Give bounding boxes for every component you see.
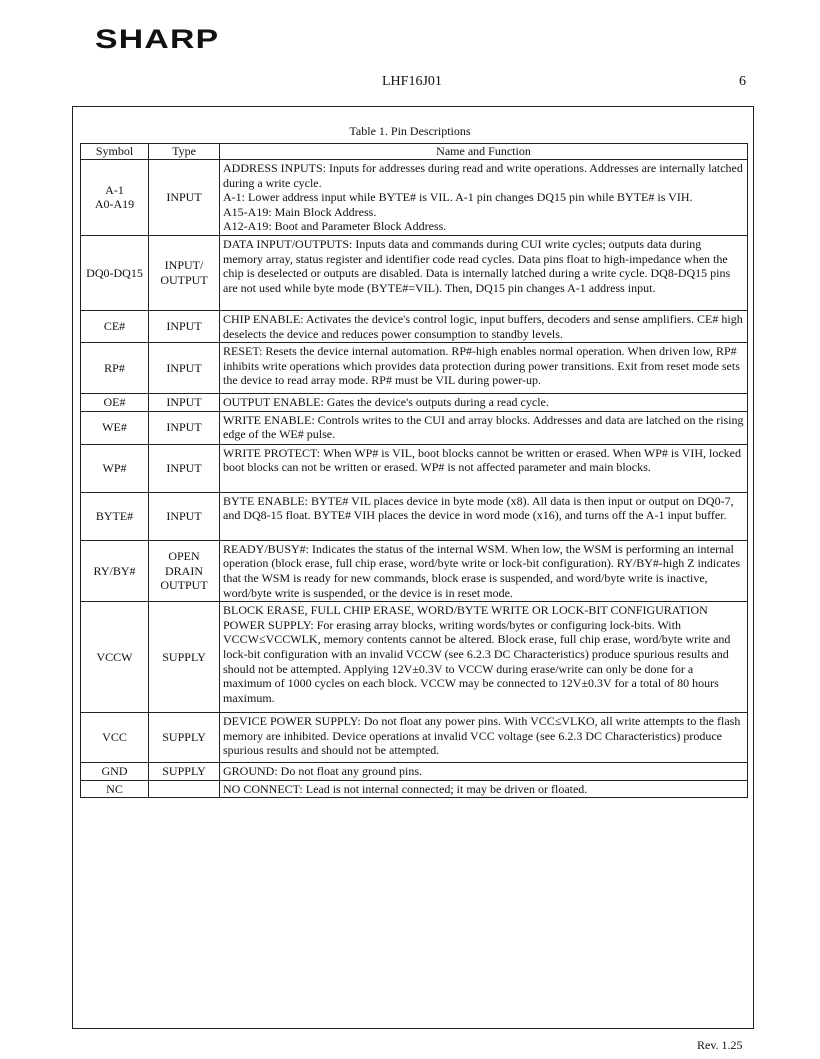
pin-symbol-text: OE# [103, 395, 126, 410]
table-row [81, 394, 748, 412]
pin-function [220, 540, 748, 601]
pin-symbol [81, 780, 149, 798]
table-row [81, 411, 748, 444]
pin-type-text: INPUT [166, 420, 202, 435]
column-header-function: Name and Function [220, 144, 748, 160]
pin-symbol [81, 343, 149, 394]
pin-type [149, 492, 220, 540]
column-header-symbol: Symbol [81, 144, 149, 160]
table-header-row [81, 144, 748, 160]
pin-function [220, 444, 748, 492]
pin-type [149, 713, 220, 763]
pin-function [220, 310, 748, 342]
pin-function-text: CHIP ENABLE: Activates the device's control logic, input buffers, decoders and sense amplifiers. CE# high deselects the device and reduces power consumption to standby levels. [223, 311, 743, 341]
table-row [81, 310, 748, 342]
table-body [81, 160, 748, 798]
pin-symbol [81, 160, 149, 236]
pin-function [220, 763, 748, 781]
pin-function-text: WRITE ENABLE: Controls writes to the CUI and array blocks. Addresses and data are latched on the rising edge of the WE# pulse. [223, 412, 744, 442]
page-number: 6 [739, 74, 746, 89]
pin-function [220, 602, 748, 713]
pin-symbol-text: A0-A19 [94, 197, 135, 212]
pin-type-text: OUTPUT [160, 272, 208, 287]
pin-symbol-text: CE# [103, 319, 126, 334]
pin-type-text: INPUT [166, 508, 202, 523]
pin-symbol-text: DQ0-DQ15 [86, 265, 143, 280]
pin-type-text: INPUT [166, 395, 202, 410]
column-header-type: Type [149, 144, 220, 160]
pin-function-text: DEVICE POWER SUPPLY: Do not float any power pins. With VCC≤VLKO, all write attempts to the flash memory are inhibited. Device operations at invalid VCC voltage (see 6.2.3 DC Characteristics) produce spurious results and should not be attempted. [223, 714, 741, 758]
table-caption: Table 1. Pin Descriptions [349, 124, 471, 138]
pin-function-text: OUTPUT ENABLE: Gates the device's outputs during a read cycle. [223, 395, 549, 410]
table-row [81, 763, 748, 781]
pin-symbol [81, 713, 149, 763]
pin-type [149, 411, 220, 444]
pin-symbol-text: WP# [102, 460, 127, 475]
pin-symbol [81, 540, 149, 601]
table-row [81, 444, 748, 492]
pin-function-text: A12-A19: Boot and Parameter Block Address. [223, 219, 447, 234]
table-row [81, 492, 748, 540]
pin-function [220, 394, 748, 412]
pin-function [220, 713, 748, 763]
pin-type-text: INPUT [166, 319, 202, 334]
pin-symbol [81, 394, 149, 412]
document-id: LHF16J01 [382, 74, 442, 89]
pin-symbol [81, 411, 149, 444]
pin-function [220, 343, 748, 394]
pin-function-text: A-1: Lower address input while BYTE# is VIL. A-1 pin changes DQ15 pin while BYTE# is VIH. [223, 190, 693, 205]
table-row [81, 713, 748, 763]
pin-function [220, 780, 748, 798]
pin-type [149, 444, 220, 492]
pin-symbol [81, 444, 149, 492]
pin-type [149, 235, 220, 310]
pin-type-text: OPEN [168, 549, 200, 564]
pin-symbol [81, 310, 149, 342]
pin-symbol [81, 492, 149, 540]
pin-type-text: INPUT/ [164, 258, 204, 273]
pin-symbol-text: VCC [102, 730, 127, 745]
pin-symbol [81, 763, 149, 781]
pin-symbol [81, 602, 149, 713]
pin-symbol [81, 235, 149, 310]
pin-type [149, 160, 220, 236]
pin-function-text: READY/BUSY#: Indicates the status of the internal WSM. When low, the WSM is performing an internal operation (block erase, full chip erase, word/byte write or lock-bit configuration). RY/BY#-high Z indicates that the WSM is ready for new commands, block erase is suspended, and word/byte write is inactive, word/byte write is suspended, or the device is in reset mode. [223, 541, 741, 600]
pin-type [149, 540, 220, 601]
pin-function-text: BYTE ENABLE: BYTE# VIL places device in byte mode (x8). All data is then input or output on DQ0-7, and DQ8-15 float. BYTE# VIH places the device in word mode (x16), and turns off the A-1 input buffer. [223, 493, 734, 523]
pin-function-text: RESET: Resets the device internal automation. RP#-high enables normal operation. When driven low, RP# inhibits write operations which provides data protection during power transitions. Exit from reset mode sets the device to read array mode. RP# must be VIL during power-up. [223, 344, 740, 388]
table-row [81, 343, 748, 394]
table-row [81, 235, 748, 310]
pin-symbol-text: GND [101, 764, 128, 779]
pin-function [220, 492, 748, 540]
pin-type [149, 394, 220, 412]
revision-label: Rev. 1.25 [697, 1038, 743, 1052]
sharp-logo: SHARP [95, 24, 220, 54]
pin-type-text: INPUT [166, 460, 202, 475]
pin-function-text: A15-A19: Main Block Address. [223, 204, 377, 219]
table-row [81, 780, 748, 798]
table-row [81, 602, 748, 713]
pin-symbol-text: NC [106, 781, 123, 796]
pin-type-text: SUPPLY [162, 730, 206, 745]
pin-type-text: OUTPUT [160, 578, 208, 593]
pin-type-text: INPUT [166, 360, 202, 375]
pin-function-text: ADDRESS INPUTS: Inputs for addresses during read and write operations. Addresses are internally latched during a write cycle. [223, 161, 743, 190]
pin-symbol-text: WE# [102, 420, 127, 435]
pin-function-text: WRITE PROTECT: When WP# is VIL, boot blocks cannot be written or erased. When WP# is VIH, locked boot blocks can not be written or erased. WP# is not affected parameter and main blocks. [223, 445, 741, 475]
pin-type-text: DRAIN [165, 563, 203, 578]
table-row [81, 160, 748, 236]
pin-symbol-text: RP# [104, 360, 125, 375]
pin-symbol-text: BYTE# [95, 508, 134, 523]
pin-function [220, 411, 748, 444]
pin-description-table [80, 143, 748, 798]
pin-function [220, 160, 748, 236]
pin-type [149, 780, 220, 798]
pin-type [149, 763, 220, 781]
pin-type-text: SUPPLY [162, 764, 206, 779]
table-row [81, 540, 748, 601]
pin-symbol-text: RY/BY# [93, 563, 136, 578]
pin-type-text: SUPPLY [162, 649, 206, 664]
pin-function-text: DATA INPUT/OUTPUTS: Inputs data and commands during CUI write cycles; outputs data during memory array, status register and identifier code read cycles. Data pins float to high-impedance when the chip is deselected or outputs are disabled. Data is internally latched during a write cycle. DQ8-DQ15 pins are not used while byte mode (BYTE#=VIL). Then, DQ15 pin changes A-1 address input. [223, 236, 731, 295]
pin-function-text: GROUND: Do not float any ground pins. [223, 764, 422, 779]
pin-symbol-text: A-1 [105, 182, 124, 197]
pin-type [149, 310, 220, 342]
pin-type-text: INPUT [166, 190, 202, 205]
pin-type [149, 602, 220, 713]
pin-type [149, 343, 220, 394]
pin-function-text: BLOCK ERASE, FULL CHIP ERASE, WORD/BYTE WRITE OR LOCK-BIT CONFIGURATION POWER SUPPLY: For erasing array blocks, writing words/bytes or configuring lock-bits. With VCCW≤VCCWLK, memory contents cannot be altered. Block erase, full chip erase, word/byte write and lock-bit configuration with an invalid VCCW (see 6.2.3 DC Characteristics) produce spurious results and should not be attempted. Applying 12V±0.3V to VCCW during erase/write can only be done for a maximum of 1000 cycles on each block. VCCW may be connected to 12V±0.3V for a total of 80 hours maximum. [223, 603, 731, 705]
pin-function [220, 235, 748, 310]
pin-symbol-text: VCCW [96, 649, 133, 664]
pin-function-text: NO CONNECT: Lead is not internal connected; it may be driven or floated. [223, 781, 588, 796]
